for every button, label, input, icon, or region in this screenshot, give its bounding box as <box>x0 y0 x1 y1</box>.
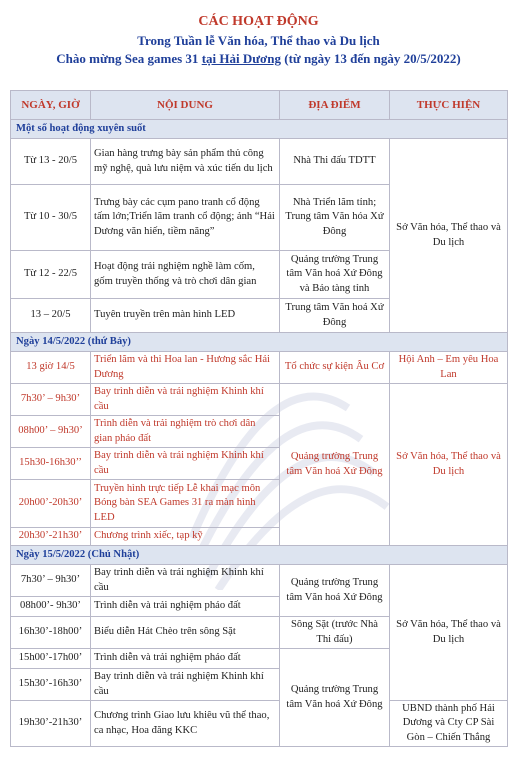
performer-cell: UBND thành phố Hải Dương và Cty CP Sài Gòn – Chiến Thắng <box>390 701 508 747</box>
activity-table <box>10 90 508 747</box>
content-cell: Hoạt động trải nghiệm nghề làm cốm, gốm truyền thống và trò chơi dân gian <box>91 251 280 299</box>
time-cell: 7h30’ – 9h30’ <box>11 565 91 597</box>
column-header-place: ĐỊA ĐIỂM <box>280 91 390 120</box>
column-header-content: NỘI DUNG <box>91 91 280 120</box>
time-cell: 15h30-16h30’’ <box>11 448 91 480</box>
time-cell: 15h30’-16h30’ <box>11 669 91 701</box>
place-cell: Sông Sặt (trước Nhà Thi đấu) <box>280 617 390 649</box>
content-cell: Trình diễn và trải nghiệm pháo đất <box>91 649 280 669</box>
table-header-row <box>11 91 508 120</box>
place-cell: Nhà Triển lãm tỉnh; Trung tâm Văn hóa Xứ Đông <box>280 185 390 251</box>
table-row <box>11 565 508 597</box>
place-cell: Quảng trường Trung tâm Văn hoá Xứ Đông <box>280 649 390 747</box>
content-cell: Trình diễn và trải nghiệm pháo đất <box>91 597 280 617</box>
time-cell: 7h30’ – 9h30’ <box>11 384 91 416</box>
place-cell: Quảng trường Trung tâm Văn hoá Xứ Đông <box>280 565 390 617</box>
content-cell: Bay trình diễn và trải nghiệm Khinh khí cầu <box>91 669 280 701</box>
page-title: CÁC HOẠT ĐỘNG <box>198 14 319 29</box>
content-cell: Tuyên truyền trên màn hình LED <box>91 299 280 333</box>
content-cell: Chương trình Giao lưu khiêu vũ thể thao, ca nhạc, Hoa đăng KKC <box>91 701 280 747</box>
content-cell: Chương trình xiếc, tạp kỹ <box>91 528 280 546</box>
time-cell: 13 giờ 14/5 <box>11 352 91 384</box>
time-cell: 08h00’- 9h30’ <box>11 597 91 617</box>
time-cell: 20h00’-20h30’ <box>11 480 91 528</box>
column-header-performer: THỰC HIỆN <box>390 91 508 120</box>
table-row <box>11 701 508 747</box>
time-cell: Từ 12 - 22/5 <box>11 251 91 299</box>
page-subtitle: Trong Tuần lễ Văn hóa, Thể thao và Du lịch <box>137 33 380 48</box>
place-cell: Trung tâm Văn hoá Xứ Đông <box>280 299 390 333</box>
performer-cell: Sở Văn hóa, Thể thao và Du lịch <box>390 384 508 546</box>
section-title: Một số hoạt động xuyên suốt <box>11 120 508 139</box>
section-header <box>11 120 508 139</box>
place-cell: Quảng trường Trung tâm Văn hoá Xứ Đông <box>280 384 390 546</box>
place-cell: Tổ chức sự kiện Âu Cơ <box>280 352 390 384</box>
time-cell: 20h30’-21h30’ <box>11 528 91 546</box>
column-header-time: NGÀY, GIỜ <box>11 91 91 120</box>
section-title: Ngày 14/5/2022 (thứ Bảy) <box>11 333 508 352</box>
content-cell: Bay trình diễn và trải nghiệm Khinh khí cầu <box>91 565 280 597</box>
content-cell: Triển lãm và thi Hoa lan - Hương sắc Hải Dương <box>91 352 280 384</box>
page-subtitle-2: Chào mừng Sea games 31 tại Hải Dương (từ ngày 13 đến ngày 20/5/2022) <box>56 51 461 66</box>
table-row <box>11 384 508 416</box>
time-cell: 08h00’ – 9h30’ <box>11 416 91 448</box>
place-cell: Nhà Thi đấu TDTT <box>280 139 390 185</box>
performer-cell: Hội Anh – Em yêu Hoa Lan <box>390 352 508 384</box>
content-cell: Trưng bày các cụm pano tranh cổ động tấm lớn;Triển lãm tranh cổ động; ảnh “Hải Dương văn hiến, tiềm năng” <box>91 185 280 251</box>
section-header <box>11 333 508 352</box>
section-title: Ngày 15/5/2022 (Chủ Nhật) <box>11 546 508 565</box>
time-cell: 19h30’-21h30’ <box>11 701 91 747</box>
place-cell: Quảng trường Trung tâm Văn hoá Xứ Đông và Bảo tàng tỉnh <box>280 251 390 299</box>
content-cell: Truyền hình trực tiếp Lễ khai mạc môn Bóng bàn SEA Games 31 ra màn hình LED <box>91 480 280 528</box>
table-row <box>11 352 508 384</box>
table-row <box>11 139 508 185</box>
section-header <box>11 546 508 565</box>
time-cell: Từ 10 - 30/5 <box>11 185 91 251</box>
time-cell: Từ 13 - 20/5 <box>11 139 91 185</box>
content-cell: Biểu diễn Hát Chèo trên sông Sặt <box>91 617 280 649</box>
content-cell: Bay trình diễn và trải nghiệm Khinh khí cầu <box>91 448 280 480</box>
time-cell: 13 – 20/5 <box>11 299 91 333</box>
content-cell: Bay trình diễn và trải nghiệm Khinh khí cầu <box>91 384 280 416</box>
content-cell: Gian hàng trưng bày sản phẩm thủ công mỹ nghệ, quà lưu niệm và xúc tiến du lịch <box>91 139 280 185</box>
time-cell: 16h30’-18h00’ <box>11 617 91 649</box>
performer-cell: Sở Văn hóa, Thể thao và Du lịch <box>390 565 508 701</box>
time-cell: 15h00’-17h00’ <box>11 649 91 669</box>
performer-cell: Sở Văn hóa, Thể thao và Du lịch <box>390 139 508 333</box>
content-cell: Trình diễn và trải nghiệm trò chơi dân gian pháo đất <box>91 416 280 448</box>
